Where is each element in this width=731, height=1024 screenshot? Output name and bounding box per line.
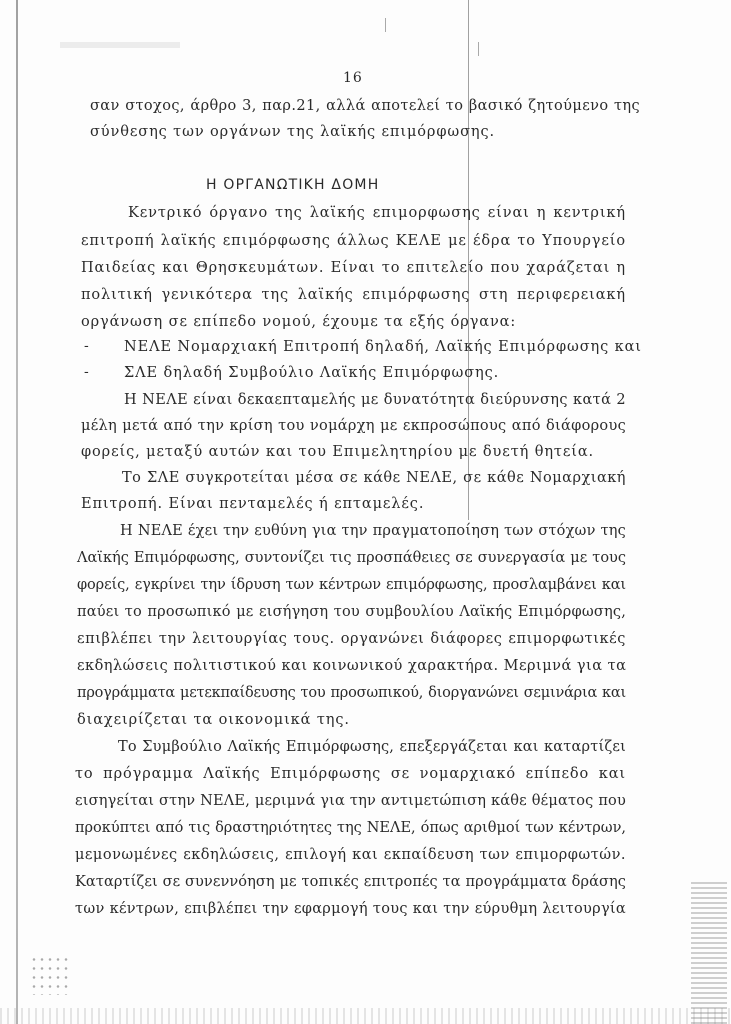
bullet-item: ΣΛΕ δηλαδή Συμβούλιο Λαϊκής Επιμόρφωσης.	[124, 365, 500, 381]
text-line: Καταρτίζει σε συνεννόηση με τοπικές επιτροπές τα προγράμματα δράσης	[75, 874, 626, 890]
text-line: διαχειρίζεται τα οικονομικά της.	[77, 712, 350, 728]
text-line: εκδηλώσεις πολιτιστικού και κοινωνικού χαρακτήρα. Μεριμνά για τα	[77, 658, 627, 674]
text-line: Λαϊκής Επιμόρφωσης, συντονίζει τις προσπάθειες σε συνεργασία με τους	[77, 550, 626, 566]
scan-edge-shadow	[16, 0, 18, 1024]
text-line: προγράμματα μετεκπαίδευσης του προσωπικού, διοργανώνει σεμινάρια και	[77, 685, 626, 701]
scan-bottom-noise	[0, 1008, 731, 1024]
text-line: Το Συμβούλιο Λαϊκής Επιμόρφωσης, επεξεργάζεται και καταρτίζει	[118, 739, 626, 755]
text-line: προκύπτει από τις δραστηριότητες της ΝΕΛΕ, όπως αριθμοί των κέντρων,	[75, 820, 626, 836]
text-line: Επιτροπή. Είναι πενταμελές ή επταμελές.	[81, 496, 425, 512]
page-number: 16	[343, 70, 363, 86]
text-line: το πρόγραμμα Λαϊκής Επιμόρφωσης σε νομαρχιακό επίπεδο και	[75, 766, 626, 782]
text-line: Κεντρικό όργανο της λαϊκής επιμορφωσης είναι η κεντρική	[128, 205, 626, 221]
text-line: φορείς, μεταξύ αυτών και του Επιμελητηρίου με δυετή θητεία.	[81, 444, 595, 460]
text-line: παύει το προσωπικό με εισήγηση του συμβουλίου Λαϊκής Επιμόρφωσης,	[77, 604, 626, 620]
text-line: οργάνωση σε επίπεδο νομού, έχουμε τα εξής όργανα:	[81, 314, 517, 330]
text-line: Η ΝΕΛΕ έχει την ευθύνη για την πραγματοποίηση των στόχων της	[120, 523, 626, 539]
bullet-item: ΝΕΛΕ Νομαρχιακή Επιτροπή δηλαδή, Λαϊκής Επιμόρφωσης και	[124, 339, 642, 355]
text-line: μεμονωμένες εκδηλώσεις, επιλογή και εκπαίδευση των επιμορφωτών.	[75, 847, 626, 863]
text-line: εισηγείται στην ΝΕΛΕ, μεριμνά για την αντιμετώπιση κάθε θέματος που	[75, 793, 626, 809]
text-line: πολιτική γενικότερα της λαϊκής επιμόρφωσης στη περιφερειακή	[81, 287, 626, 303]
bullet-dash: -	[84, 338, 89, 354]
text-line: Το ΣΛΕ συγκροτείται μέσα σε κάθε ΝΕΛΕ, σε κάθε Νομαρχιακή	[122, 470, 626, 486]
text-line: Παιδείας και Θρησκευμάτων. Είναι το επιτελείο που χαράζεται η	[81, 260, 626, 276]
bullet-dash: -	[84, 364, 89, 380]
text-line: των κέντρων, επιβλέπει την εφαρμογή τους και την εύρυθμη λειτουργία	[75, 901, 626, 917]
section-heading: Η ΟΡΓΑΝΩΤΙΚΗ ΔΟΜΗ	[206, 177, 380, 193]
scan-mark	[478, 42, 479, 56]
scan-corner-noise	[691, 880, 727, 1024]
text-line: σύνθεσης των οργάνων της λαϊκής επιμόρφωσης.	[90, 124, 496, 140]
scan-speckles	[30, 955, 70, 995]
text-line: σαν στοχος, άρθρο 3, παρ.21, αλλά αποτελεί το βασικό ζητούμενο της	[90, 98, 640, 114]
text-line: Η ΝΕΛΕ είναι δεκαεπταμελής με δυνατότητα διεύρυνσης κατά 2	[124, 392, 626, 408]
text-line: επιτροπή λαϊκής επιμόρφωσης άλλως ΚΕΛΕ με έδρα το Υπουργείο	[81, 233, 626, 249]
text-line: επιβλέπει την λειτουργίας τους. οργανώνει διάφορες επιμορφωτικές	[77, 631, 626, 647]
text-line: φορείς, εγκρίνει την ίδρυση των κέντρων επιμόρφωσης, προσλαμβάνει και	[77, 577, 626, 593]
scan-smudge	[60, 42, 180, 48]
text-line: μέλη μετά από την κρίση του νομάρχη με εκπροσώπους από διάφορους	[81, 418, 626, 434]
scan-mark	[385, 18, 386, 32]
